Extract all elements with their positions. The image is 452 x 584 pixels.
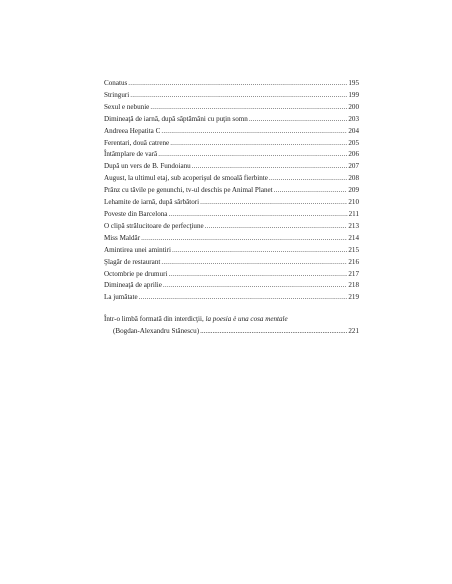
toc-entry [104,233,359,245]
leader-dots [274,185,348,197]
toc-final-entry [104,314,359,338]
toc-entry-page-number: 199 [348,90,359,99]
toc-entry-title: Ferentari, două catrene [104,138,170,147]
toc-entry [104,102,359,114]
toc-entry-title: Miss Maldăr [104,233,141,242]
toc-entry-title: La jumătate [104,293,138,302]
toc-entry-title: O clipă strălucitoare de perfecţiune [104,221,204,230]
toc-entry-title: Stringuri [104,90,130,99]
toc-entry-page-number: 207 [348,162,359,171]
leader-dots [170,138,347,150]
toc-entry-page-number: 216 [348,257,359,266]
toc-entry-page-number: 205 [348,138,359,147]
toc-entry-title: Lehamite de iarnă, după sărbători [104,198,200,207]
toc-entry-page-number: 208 [348,174,359,183]
toc-entry [104,173,359,185]
toc-entry-title: Poveste din Barcelona [104,209,168,218]
toc-entry-title: Dimineaţă de iarnă, după săptămâni cu puţin somn [104,114,248,123]
toc-entry-page-number: 219 [348,293,359,302]
leader-dots [205,221,348,233]
toc-entry [104,161,359,173]
leader-dots [158,149,347,161]
leader-dots [139,292,348,304]
toc-entry [104,209,359,221]
leader-dots [172,245,347,257]
toc-final-title-line [104,314,359,326]
toc-entry-page-number: 200 [348,102,359,111]
toc-entry-title: Sexul e nebunie [104,102,150,111]
leader-dots [141,233,347,245]
toc-entry-page-number: 204 [348,126,359,135]
toc-entry-page-number: 218 [348,281,359,290]
toc-entry-page-number: 213 [348,221,359,230]
table-of-contents [104,78,359,338]
toc-entry [104,221,359,233]
leader-dots [269,173,347,185]
toc-entry-page-number: 214 [348,233,359,242]
leader-dots [161,126,347,138]
leader-dots [128,78,347,90]
toc-entry [104,245,359,257]
toc-entry [104,138,359,150]
toc-final-title-italic: la poesia è una cosa mentale [205,315,288,324]
toc-entry-page-number: 217 [348,269,359,278]
toc-final-title-prefix: Într-o limbă formată din interdicţii, [104,315,206,324]
leader-dots [163,280,347,292]
toc-entry [104,114,359,126]
toc-entry [104,292,359,304]
toc-entry-page-number: 215 [348,245,359,254]
leader-dots [161,257,347,269]
toc-entry-page-number: 195 [348,79,359,87]
toc-final-page-number: 221 [348,327,359,336]
toc-entry-title: August, la ultimul etaj, sub acoperişul de smoală fierbinte [104,174,268,183]
leader-dots [249,114,348,126]
leader-dots [200,197,347,209]
toc-entry-title: Amintirea unei amintiri [104,245,171,254]
toc-entry [104,269,359,281]
toc-entry-title: Dimineaţă de aprilie [104,281,162,290]
leader-dots [168,269,347,281]
toc-entry-title: Şlagăr de restaurant [104,257,161,266]
toc-entry [104,126,359,138]
leader-dots [192,161,348,173]
toc-entry-title: Andreea Hepatita C [104,126,161,135]
toc-final-author: (Bogdan-Alexandru Stănescu) [113,327,200,336]
toc-entry-title: Conatus [104,79,128,87]
toc-entry-title: Întâmplare de vară [104,150,158,159]
toc-entry-page-number: 210 [348,198,359,207]
toc-final-author-line [104,326,359,338]
toc-entry [104,280,359,292]
toc-entry [104,185,359,197]
leader-dots [150,102,347,114]
toc-entry-page-number: 206 [348,150,359,159]
toc-entry-title: Octombrie pe drumuri [104,269,168,278]
toc-entry-title: Prânz cu tăvile pe genunchi, tv-ul deschis pe Animal Planet [104,186,273,195]
toc-entry-page-number: 209 [348,186,359,195]
leader-dots [130,90,347,102]
leader-dots [200,326,347,338]
toc-entry [104,78,359,90]
toc-entry-page-number: 203 [348,114,359,123]
toc-entry [104,197,359,209]
toc-entry-title: După un vers de B. Fundoianu [104,162,191,171]
toc-entry [104,257,359,269]
toc-entry [104,90,359,102]
toc-list [104,78,359,304]
leader-dots [168,209,347,221]
toc-entry [104,149,359,161]
toc-entry-page-number: 211 [348,209,359,218]
